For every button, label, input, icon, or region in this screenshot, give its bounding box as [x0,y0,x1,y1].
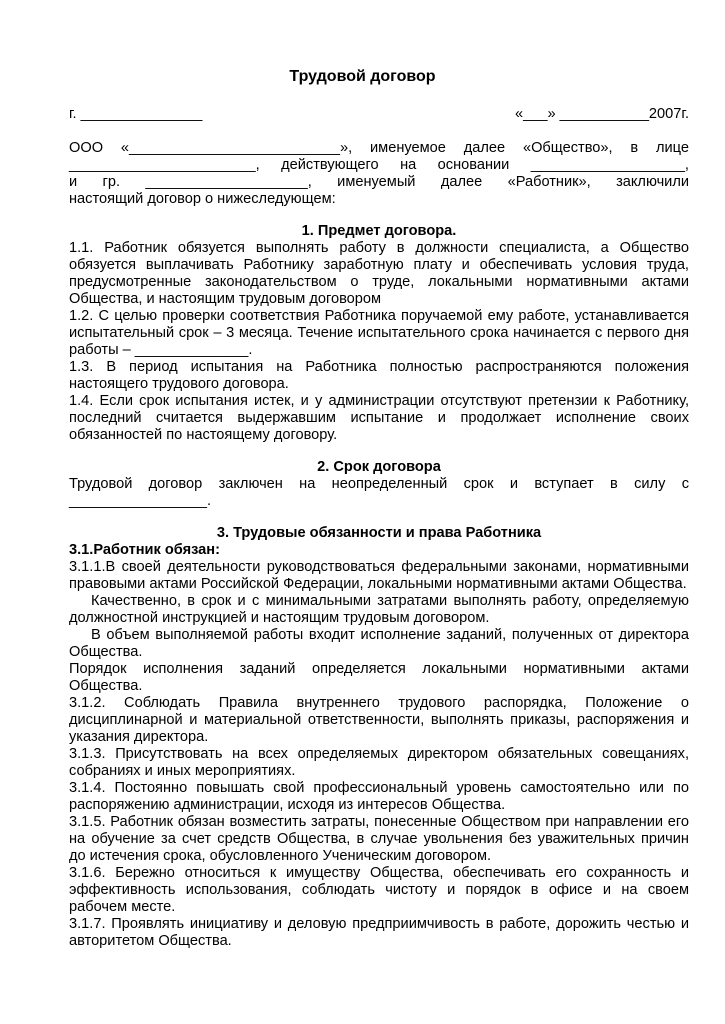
paragraph-line: до истечения срока, обусловленного Ученическим договором. [69,848,492,864]
paragraph-line: работы – ______________. [69,342,253,358]
paragraph-line: эффективность использования, соблюдать чистоту и порядок в офисе и на своем [69,882,689,898]
preamble-line: _______________________, действующего на основании ___________________, [69,157,689,173]
paragraph-line: испытательный срок – 3 месяца. Течение испытательного срока начинается с первого дня [69,325,689,341]
paragraph-line: 3.1.1.В своей деятельности руководствоваться федеральными законами, нормативными [69,559,689,575]
paragraph-line: Общества. [69,678,143,694]
paragraph-line: 3.1.6. Бережно относиться к имуществу Общества, обеспечивать его сохранность и [69,865,689,881]
paragraph-line: обязуется выплачивать Работнику заработную плату и обеспечивать условия труда, [69,257,689,273]
paragraph-line: собраниях и иных мероприятиях. [69,763,296,779]
paragraph-line: _________________. [69,493,212,509]
paragraph-line: указания директора. [69,729,209,745]
paragraph-line: В объем выполняемой работы входит исполнение заданий, полученных от директора [91,627,689,643]
date-line: «___» ___________2007г. [515,106,689,122]
paragraph-line: должностной инструкцией и настоящим трудовым договором. [69,610,490,626]
paragraph-line: 1.4. Если срок испытания истек, и у администрации отсутствуют претензии к Работнику, [69,393,689,409]
paragraph-line: Порядок исполнения заданий определяется локальными нормативными актами [69,661,689,677]
paragraph-line: обязанностей по настоящему договору. [69,427,338,443]
paragraph-line: Качественно, в срок и с минимальными затратами выполнять работу, определяемую [91,593,689,609]
place-line: г. _______________ [69,106,203,122]
subsection-heading: 3.1.Работник обязан: [69,542,220,558]
paragraph-line: Трудовой договор заключен на неопределенный срок и вступает в силу с [69,476,689,492]
paragraph-line: 1.1. Работник обязуется выполнять работу в должности специалиста, а Общество [69,240,689,256]
section-heading: 3. Трудовые обязанности и права Работника [216,525,542,541]
paragraph-line: дисциплинарной и материальной ответственности, выполнять приказы, распоряжения и [69,712,689,728]
paragraph-line: рабочем месте. [69,899,176,915]
paragraph-line: 3.1.7. Проявлять инициативу и деловую предприимчивость в работе, дорожить честью и [69,916,689,932]
paragraph-line: Общества. [69,644,143,660]
paragraph-line: 1.3. В период испытания на Работника полностью распространяются положения [69,359,689,375]
section-heading: 1. Предмет договора. [301,223,457,239]
paragraph-line: последний считается выдержавшим испытание и продолжает исполнение своих [69,410,689,426]
paragraph-line: предусмотренные законодательством о труде, локальными нормативными актами [69,274,689,290]
paragraph-line: Общества, и настоящим трудовым договором [69,291,382,307]
section-heading: 2. Срок договора [317,459,441,475]
paragraph-line: распоряжению администрации, исходя из интересов Общества. [69,797,506,813]
paragraph-line: 3.1.4. Постоянно повышать свой профессиональный уровень самостоятельно или по [69,780,689,796]
preamble-line: настоящий договор о нижеследующем: [69,191,336,207]
paragraph-line: 3.1.2. Соблюдать Правила внутреннего трудового распорядка, Положение о [69,695,689,711]
paragraph-line: 1.2. С целью проверки соответствия Работника поручаемой ему работе, устанавливается [69,308,689,324]
paragraph-line: настоящего трудового договора. [69,376,289,392]
preamble-line: ООО «__________________________», именуемое далее «Общество», в лице [69,140,689,156]
preamble-line: и гр. ____________________, именуемый далее «Работник», заключили [69,174,689,190]
paragraph-line: авторитетом Общества. [69,933,232,949]
paragraph-line: 3.1.5. Работник обязан возместить затраты, понесенные Обществом при направлении его [69,814,689,830]
paragraph-line: правовыми актами Российской Федерации, локальными нормативными актами Общества. [69,576,687,592]
paragraph-line: на обучение за счет средств Общества, в случае увольнения без уважительных причин [69,831,689,847]
document-title: Трудовой договор [289,68,436,85]
paragraph-line: 3.1.3. Присутствовать на всех определяемых директором обязательных совещаниях, [69,746,689,762]
